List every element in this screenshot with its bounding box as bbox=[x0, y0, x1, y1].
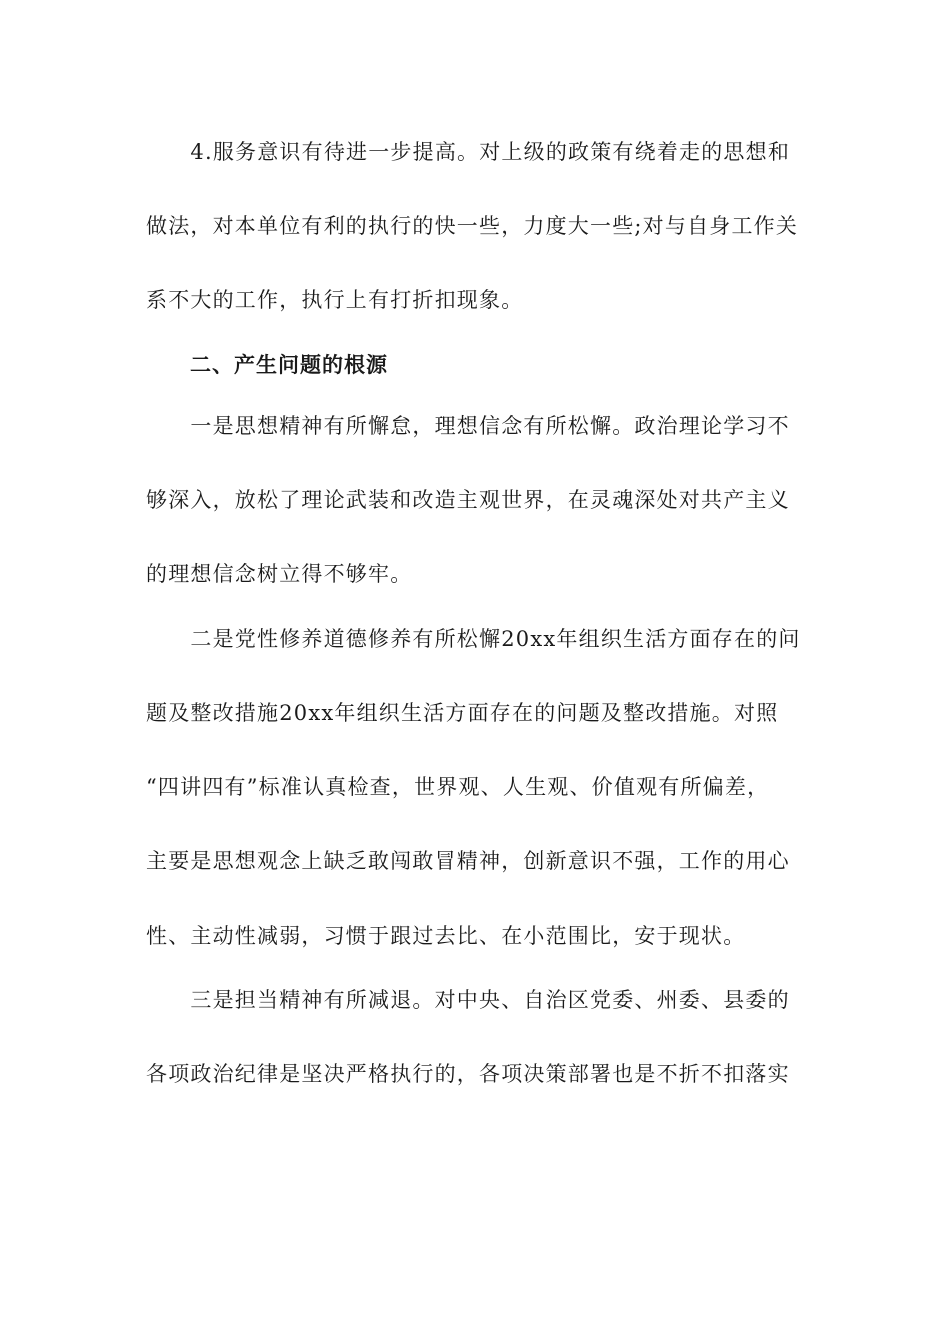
paragraph-service-line-1: 4.服务意识有待进一步提高。对上级的政策有绕着走的思想和 bbox=[146, 140, 791, 164]
paragraph-two-line-1: 二是党性修养道德修养有所松懈20xx年组织生活方面存在的问 bbox=[146, 627, 801, 651]
paragraph-one-line-1: 一是思想精神有所懈怠，理想信念有所松懈。政治理论学习不 bbox=[146, 414, 790, 438]
paragraph-three-line-1: 三是担当精神有所减退。对中央、自治区党委、州委、县委的 bbox=[146, 988, 790, 1012]
paragraph-two-line-2: 题及整改措施20xx年组织生活方面存在的问题及整改措施。对照 bbox=[146, 701, 779, 725]
paragraph-two-line-5: 性、主动性减弱，习惯于跟过去比、在小范围比，安于现状。 bbox=[146, 924, 746, 948]
paragraph-two-line-3: “四讲四有”标准认真检查，世界观、人生观、价值观有所偏差， bbox=[146, 775, 770, 799]
paragraph-three-line-2: 各项政治纪律是坚决严格执行的，各项决策部署也是不折不扣落实 bbox=[146, 1062, 790, 1086]
paragraph-one-line-3: 的理想信念树立得不够牢。 bbox=[146, 562, 413, 586]
paragraph-service-line-2: 做法，对本单位有利的执行的快一些，力度大一些;对与自身工作关 bbox=[146, 214, 799, 238]
section-heading: 二、产生问题的根源 bbox=[146, 352, 388, 377]
paragraph-two-line-4: 主要是思想观念上缺乏敢闯敢冒精神，创新意识不强，工作的用心 bbox=[146, 849, 790, 873]
paragraph-one-line-2: 够深入，放松了理论武装和改造主观世界，在灵魂深处对共产主义 bbox=[146, 488, 790, 512]
paragraph-service-line-3: 系不大的工作，执行上有打折扣现象。 bbox=[146, 288, 524, 312]
